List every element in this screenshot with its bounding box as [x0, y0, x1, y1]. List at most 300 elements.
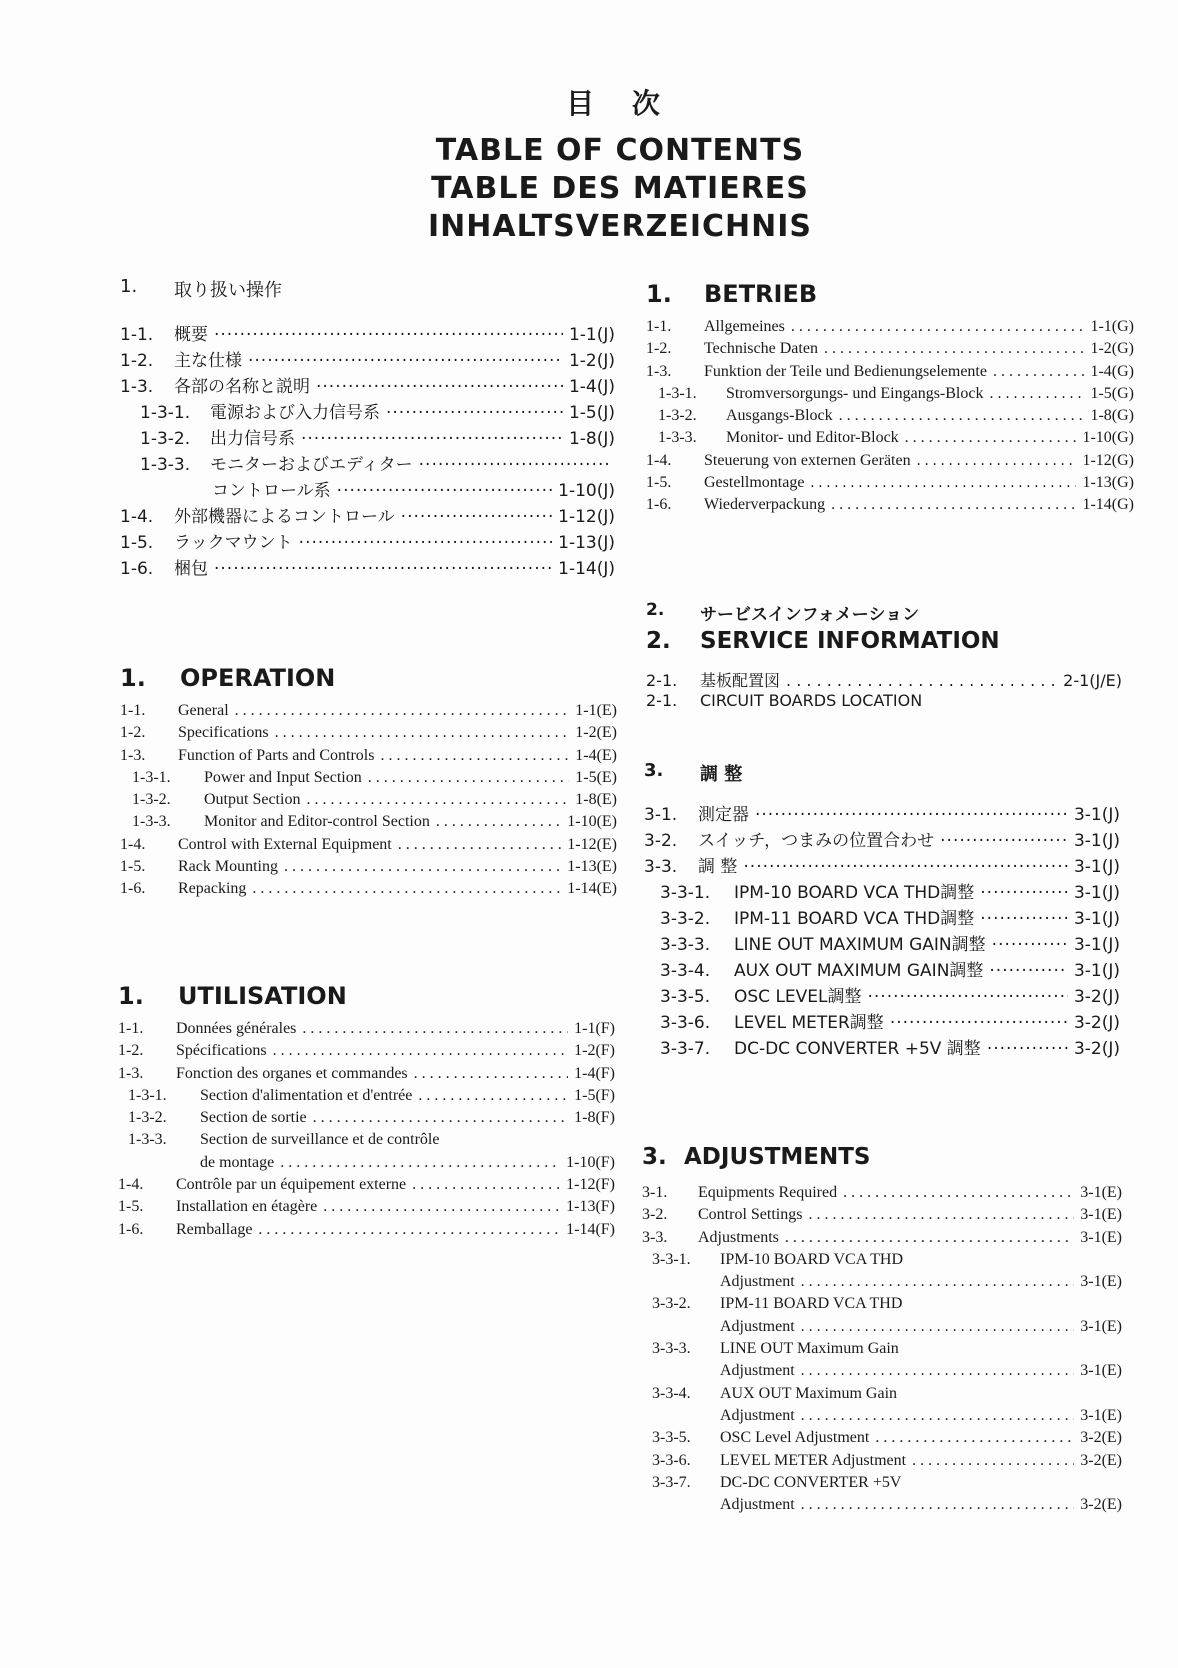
toc-entry[interactable]: [644, 904, 1120, 930]
toc-entry[interactable]: [644, 852, 1120, 878]
toc-section-jp-adjustments: [644, 760, 1120, 1060]
section-title: ADJUSTMENTS: [684, 1144, 871, 1170]
entry-title: Spécifications: [176, 1042, 267, 1060]
dot-leader: [214, 559, 552, 579]
dot-leader: [808, 1206, 1074, 1224]
toc-entry[interactable]: [120, 502, 615, 528]
toc-entry[interactable]: [644, 826, 1120, 852]
entry-title: 調 整: [698, 857, 738, 877]
entry-page: 3-2(E): [1080, 1429, 1122, 1447]
entry-page: 1-4(G): [1090, 362, 1134, 380]
toc-entry[interactable]: [118, 1154, 615, 1176]
toc-entry[interactable]: [118, 1221, 615, 1243]
entry-page: 3-1(E): [1080, 1206, 1122, 1224]
entry-page: 1-5(E): [575, 768, 617, 786]
entry-title: Funktion der Teile und Bedienungselemente: [704, 362, 987, 380]
entry-title: Ausgangs-Block: [726, 407, 833, 425]
entry-title: Monitor- und Editor-Block: [726, 429, 899, 447]
toc-entry[interactable]: [118, 1020, 615, 1042]
section-number: 2.: [646, 628, 671, 654]
entry-number: 3-3-2.: [660, 909, 711, 929]
toc-section-en-adjustments: [642, 1144, 1122, 1518]
entry-title: Adjustment: [720, 1406, 795, 1424]
dot-leader: [785, 1229, 1074, 1247]
toc-entry[interactable]: [118, 1109, 615, 1131]
toc-entry[interactable]: [118, 1042, 615, 1064]
entry-page: 3-1(E): [1080, 1228, 1122, 1246]
toc-entry[interactable]: [118, 1065, 615, 1087]
entry-title: Adjustment: [720, 1317, 795, 1335]
toc-entry[interactable]: [646, 452, 1134, 474]
entry-number: 1-3-1.: [128, 1086, 167, 1104]
toc-entry[interactable]: [642, 1206, 1122, 1228]
entry-number: 3-1.: [642, 1184, 668, 1201]
toc-entry[interactable]: [118, 1176, 615, 1198]
section-title: OPERATION: [180, 664, 336, 692]
entry-number: 1-3.: [120, 377, 154, 397]
entry-page: 1-2(E): [575, 724, 617, 742]
dot-leader: [337, 481, 552, 501]
entry-page: 3-1(J): [1073, 909, 1120, 929]
entry-page: 3-1(J): [1073, 883, 1120, 903]
section-title: 取り扱い操作: [174, 280, 282, 301]
entry-number: 1-4.: [120, 835, 146, 853]
entry-page: 3-1(J): [1073, 805, 1120, 825]
dot-leader: [801, 1362, 1075, 1380]
entry-title: LINE OUT MAXIMUM GAIN調整: [734, 935, 986, 955]
section-number-jp: 2.: [646, 600, 665, 620]
toc-section-en-operation: [120, 664, 617, 903]
entry-title: Adjustment: [720, 1362, 795, 1380]
entry-title: IPM-11 BOARD VCA THD: [720, 1295, 903, 1313]
dot-leader: [824, 340, 1085, 358]
toc-entry[interactable]: [120, 372, 615, 398]
dot-leader: [992, 935, 1068, 955]
entry-page: 3-1(E): [1080, 1317, 1122, 1335]
toc-entry[interactable]: [644, 1008, 1120, 1034]
dot-leader: [989, 385, 1084, 403]
entry-title: Equipments Required: [698, 1184, 838, 1201]
entry-number: 3-3-3.: [660, 935, 711, 955]
entry-number: 3-3-3.: [652, 1340, 691, 1358]
entry-title: Contrôle par un équipement externe: [176, 1176, 407, 1194]
section-number: 1.: [646, 280, 672, 308]
entry-page: 3-1(E): [1080, 1406, 1122, 1424]
entry-title: 概要: [174, 325, 208, 345]
entry-number: 3-3-4.: [660, 961, 711, 981]
section-title-jp: サービスインフォメーション: [700, 605, 920, 625]
entry-number: 3-3.: [644, 857, 678, 877]
entry-page: 1-1(G): [1090, 318, 1134, 335]
toc-entry[interactable]: [642, 1295, 1122, 1317]
toc-entry[interactable]: [120, 858, 617, 880]
entry-title: Adjustments: [698, 1228, 779, 1246]
entry-number: 1-3-3.: [140, 455, 191, 475]
entry-number: 1-3-1.: [132, 768, 171, 786]
entry-number: 3-3-7.: [660, 1039, 711, 1059]
entry-page: 1-5(J): [568, 403, 615, 423]
toc-entry[interactable]: [646, 318, 1134, 340]
entry-title: Remballage: [176, 1220, 253, 1238]
entry-page: 1-8(J): [568, 429, 615, 449]
toc-entry[interactable]: [642, 1496, 1122, 1518]
dot-leader: [755, 805, 1068, 825]
dot-leader: [843, 1184, 1074, 1202]
entry-page: 1-8(G): [1090, 407, 1134, 425]
dot-leader: [890, 1013, 1068, 1033]
section-title: UTILISATION: [178, 982, 347, 1010]
toc-section-de-betrieb: [646, 280, 1134, 519]
entry-number: 3-2.: [644, 831, 678, 851]
entry-number: 1-3-2.: [128, 1109, 167, 1127]
toc-entry[interactable]: [120, 398, 615, 424]
section-number: 1.: [118, 982, 144, 1010]
entry-title: Wiederverpackung: [704, 496, 826, 514]
toc-entry[interactable]: [118, 1087, 615, 1109]
entry-title: LEVEL METER調整: [734, 1013, 884, 1033]
title-de: INHALTSVERZEICHNIS: [427, 209, 813, 244]
entry-page: 1-14(E): [567, 880, 617, 898]
entry-title: OSC LEVEL調整: [734, 987, 862, 1007]
entry-page: 1-4(F): [574, 1064, 615, 1082]
dot-leader: [258, 1221, 560, 1239]
entry-title: 測定器: [698, 805, 749, 825]
entry-title: Power and Input Section: [204, 768, 362, 786]
toc-entry[interactable]: [642, 1429, 1122, 1451]
dot-leader: [786, 671, 1057, 690]
dot-leader: [989, 961, 1068, 981]
entry-page: 3-1(E): [1080, 1184, 1122, 1201]
entry-page: 1-13(E): [567, 858, 617, 876]
entry-number: 1-3-3.: [132, 813, 171, 831]
entry-title: LEVEL METER Adjustment: [720, 1451, 907, 1469]
section-number: 1.: [120, 664, 146, 692]
toc-entry[interactable]: [646, 385, 1134, 407]
entry-title: CIRCUIT BOARDS LOCATION: [700, 691, 923, 710]
entry-number: 1-5.: [646, 474, 672, 492]
toc-entry[interactable]: [646, 496, 1134, 518]
entry-number: 1-6.: [118, 1220, 144, 1238]
entry-number: 1-6.: [120, 559, 154, 579]
entry-page: 1-14(J): [558, 559, 615, 579]
entry-page: 1-5(F): [574, 1086, 615, 1104]
entry-page: 1-10(G): [1082, 429, 1134, 447]
toc-section-jp-operation: [120, 276, 615, 580]
entry-number: 1-2.: [646, 340, 672, 358]
entry-number: 1-6.: [646, 496, 672, 514]
dot-leader: [273, 1042, 568, 1060]
toc-entry[interactable]: [642, 1184, 1122, 1206]
entry-number: 1-3.: [646, 362, 672, 380]
entry-number: 1-6.: [120, 880, 146, 898]
entry-page: 1-10(E): [567, 813, 617, 831]
toc-entry[interactable]: [646, 340, 1134, 362]
entry-title: Adjustment: [720, 1496, 795, 1514]
entry-number: 1-5.: [118, 1198, 144, 1216]
dot-leader: [875, 1429, 1074, 1447]
dot-leader: [801, 1318, 1075, 1336]
entry-page: 1-12(J): [558, 507, 615, 527]
dot-leader: [302, 1020, 568, 1038]
entry-title: コントロール系: [212, 481, 331, 501]
dot-leader: [412, 1176, 560, 1194]
entry-number: 1-2.: [118, 1042, 144, 1060]
entry-title: IPM-11 BOARD VCA THD調整: [734, 909, 975, 929]
toc-entry[interactable]: [120, 747, 617, 769]
entry-number: 3-3-5.: [652, 1429, 691, 1447]
entry-number: 3-3-2.: [652, 1295, 691, 1313]
toc-entry[interactable]: [120, 320, 615, 346]
toc-entry[interactable]: [120, 791, 617, 813]
toc-entry[interactable]: [642, 1452, 1122, 1474]
toc-entry[interactable]: [120, 702, 617, 724]
dot-leader: [380, 747, 569, 765]
toc-entry[interactable]: [644, 930, 1120, 956]
toc-entry[interactable]: [646, 691, 1122, 710]
entry-number: 3-3-7.: [652, 1473, 691, 1491]
entry-number: 1-5.: [120, 858, 146, 876]
entry-page: 1-1(J): [568, 325, 615, 345]
toc-entry[interactable]: [646, 407, 1134, 429]
toc-entry[interactable]: [642, 1407, 1122, 1429]
toc-entry[interactable]: [642, 1340, 1122, 1362]
entry-page: 1-13(G): [1082, 474, 1134, 492]
entry-title: de montage: [200, 1153, 275, 1171]
entry-page: 1-2(J): [568, 351, 615, 371]
dot-leader: [301, 429, 563, 449]
entry-title: 各部の名称と説明: [174, 377, 310, 397]
entry-page: 1-12(E): [567, 835, 617, 853]
dot-leader: [398, 836, 561, 854]
toc-entry[interactable]: [120, 346, 615, 372]
entry-page: 1-1(E): [575, 702, 617, 719]
toc-entry[interactable]: [120, 769, 617, 791]
toc-entry[interactable]: [644, 1034, 1120, 1060]
entry-number: 1-3-3.: [128, 1131, 167, 1149]
entry-title: モニターおよびエディター: [210, 455, 413, 475]
dot-leader: [801, 1273, 1075, 1291]
entry-page: 3-1(J): [1073, 935, 1120, 955]
entry-page: 1-14(F): [566, 1220, 615, 1238]
dot-leader: [418, 1087, 568, 1105]
entry-number: 3-3-4.: [652, 1384, 691, 1402]
entry-page: 1-4(J): [568, 377, 615, 397]
entry-title: Control with External Equipment: [178, 835, 392, 853]
dot-leader: [905, 429, 1077, 447]
entry-page: 3-1(J): [1073, 831, 1120, 851]
entry-number: 3-2.: [642, 1206, 668, 1224]
dot-leader: [419, 455, 609, 475]
entry-number: 2-1.: [646, 671, 678, 690]
entry-page: 1-12(G): [1082, 451, 1134, 469]
toc-entry[interactable]: [646, 363, 1134, 385]
toc-entry[interactable]: [120, 724, 617, 746]
entry-title: Stromversorgungs- und Eingangs-Block: [726, 384, 984, 402]
entry-number: 2-1.: [646, 691, 678, 710]
entry-title: Section de sortie: [200, 1109, 307, 1127]
entry-page: 3-2(E): [1080, 1496, 1122, 1514]
dot-leader: [987, 1039, 1068, 1059]
entry-page: 3-2(J): [1073, 1013, 1120, 1033]
entry-number: 1-2.: [120, 351, 154, 371]
entry-number: 3-3-6.: [652, 1451, 691, 1469]
entry-page: 1-1(F): [574, 1020, 615, 1037]
entry-title: 主な仕様: [174, 351, 242, 371]
toc-entry[interactable]: [120, 476, 615, 502]
entry-number: 1-3-2.: [658, 407, 697, 425]
dot-leader: [414, 1065, 568, 1083]
entry-number: 1-1.: [646, 318, 672, 335]
entry-number: 3-3-6.: [660, 1013, 711, 1033]
toc-entry[interactable]: [642, 1318, 1122, 1340]
entry-title: Installation en étagère: [176, 1198, 318, 1216]
dot-leader: [235, 702, 570, 720]
entry-page: 3-1(J): [1073, 857, 1120, 877]
toc-entry[interactable]: [642, 1273, 1122, 1295]
dot-leader: [912, 1452, 1074, 1470]
entry-title: Control Settings: [698, 1206, 803, 1224]
entry-page: 1-10(F): [566, 1153, 615, 1171]
toc-entry[interactable]: [644, 982, 1120, 1008]
entry-title: Output Section: [204, 791, 301, 809]
dot-leader: [801, 1407, 1075, 1425]
dot-leader: [868, 987, 1068, 1007]
dot-leader: [980, 883, 1068, 903]
entry-number: 3-3-1.: [660, 883, 711, 903]
dot-leader: [368, 769, 569, 787]
dot-leader: [316, 377, 563, 397]
entry-number: 1-3-2.: [140, 429, 191, 449]
entry-page: 1-4(E): [575, 746, 617, 764]
entry-number: 1-3-1.: [658, 384, 697, 402]
entry-number: 1-1.: [120, 325, 154, 345]
dot-leader: [801, 1496, 1075, 1514]
entry-page: 3-2(E): [1080, 1451, 1122, 1469]
toc-entry[interactable]: [644, 956, 1120, 982]
dot-leader: [306, 791, 569, 809]
entry-page: 1-8(F): [574, 1109, 615, 1127]
entry-title: Allgemeines: [704, 318, 785, 335]
title-jp: 目 次: [566, 87, 674, 120]
entry-title: Steuerung von externen Geräten: [704, 451, 911, 469]
toc-entry[interactable]: [642, 1229, 1122, 1251]
entry-number: 3-3-1.: [652, 1250, 691, 1268]
dot-leader: [993, 363, 1084, 381]
toc-entry[interactable]: [120, 450, 615, 476]
entry-title: Repacking: [178, 880, 247, 898]
dot-leader: [980, 909, 1068, 929]
entry-number: 3-1.: [644, 805, 678, 825]
entry-title: AUX OUT MAXIMUM GAIN調整: [734, 961, 984, 981]
dot-leader: [839, 407, 1085, 425]
entry-title: ラックマウント: [174, 533, 293, 553]
toc-entry[interactable]: [646, 668, 1122, 691]
dot-leader: [214, 325, 563, 345]
entry-title: Adjustment: [720, 1273, 795, 1291]
toc-entry[interactable]: [642, 1362, 1122, 1384]
dot-leader: [386, 403, 563, 423]
entry-title: AUX OUT Maximum Gain: [720, 1384, 898, 1402]
dot-leader: [436, 813, 561, 831]
toc-entry[interactable]: [120, 424, 615, 450]
entry-number: 1-4.: [120, 507, 154, 527]
toc-entry[interactable]: [120, 528, 615, 554]
entry-page: 1-10(J): [558, 481, 615, 501]
toc-section-service-information: [646, 600, 1122, 710]
dot-leader: [917, 452, 1077, 470]
section-title: BETRIEB: [704, 280, 818, 308]
dot-leader: [284, 858, 561, 876]
toc-entry[interactable]: [120, 836, 617, 858]
section-title: SERVICE INFORMATION: [700, 628, 1000, 654]
entry-number: 3-3.: [642, 1228, 668, 1246]
toc-entry[interactable]: [118, 1131, 615, 1153]
dot-leader: [323, 1198, 560, 1216]
dot-leader: [791, 318, 1085, 336]
title-fr: TABLE DES MATIERES: [431, 171, 809, 206]
entry-title: LINE OUT Maximum Gain: [720, 1340, 899, 1358]
toc-entry[interactable]: [646, 429, 1134, 451]
toc-entry[interactable]: [118, 1198, 615, 1220]
entry-title: スイッチ，つまみの位置合わせ: [698, 831, 935, 851]
entry-number: 1-3-3.: [658, 429, 697, 447]
toc-entry[interactable]: [642, 1474, 1122, 1496]
toc-title: [0, 82, 1178, 246]
title-en: TABLE OF CONTENTS: [435, 133, 805, 168]
dot-leader: [275, 724, 570, 742]
entry-title: Function of Parts and Controls: [178, 746, 375, 764]
entry-title: IPM-10 BOARD VCA THD: [720, 1250, 903, 1268]
toc-entry[interactable]: [642, 1251, 1122, 1273]
toc-section-fr-utilisation: [118, 982, 615, 1243]
section-number: 1.: [120, 276, 138, 297]
entry-title: Section de surveillance et de contrôle: [200, 1131, 440, 1149]
toc-entry[interactable]: [646, 474, 1134, 496]
entry-title: Technische Daten: [704, 340, 818, 358]
toc-entry[interactable]: [642, 1385, 1122, 1407]
entry-page: 1-14(G): [1082, 496, 1134, 514]
entry-page: 1-8(E): [575, 791, 617, 809]
entry-page: 3-2(J): [1073, 1039, 1120, 1059]
dot-leader: [831, 496, 1076, 514]
toc-entry[interactable]: [120, 880, 617, 902]
dot-leader: [743, 857, 1068, 877]
section-number: 3.: [642, 1144, 667, 1170]
toc-entry[interactable]: [644, 800, 1120, 826]
entry-number: 1-3.: [120, 746, 146, 764]
entry-title: OSC Level Adjustment: [720, 1429, 870, 1447]
entry-page: 3-2(J): [1073, 987, 1120, 1007]
entry-page: 3-1(E): [1080, 1362, 1122, 1380]
entry-title: Fonction des organes et commandes: [176, 1064, 408, 1082]
entry-page: 1-13(J): [558, 533, 615, 553]
entry-title: DC-DC CONVERTER +5V: [720, 1473, 902, 1491]
section-title: 調 整: [700, 764, 743, 785]
entry-title: Rack Mounting: [178, 858, 278, 876]
entry-page: 1-13(F): [566, 1198, 615, 1216]
entry-number: 1-1.: [118, 1020, 144, 1037]
entry-number: 1-4.: [646, 451, 672, 469]
entry-page: 1-5(G): [1090, 384, 1134, 402]
entry-title: 梱包: [174, 559, 208, 579]
entry-title: Monitor and Editor-control Section: [204, 813, 430, 831]
entry-title: 電源および入力信号系: [210, 403, 380, 423]
toc-entry[interactable]: [120, 813, 617, 835]
toc-entry[interactable]: [644, 878, 1120, 904]
toc-entry[interactable]: [120, 554, 615, 580]
entry-number: 1-2.: [120, 724, 146, 742]
entry-number: 1-4.: [118, 1176, 144, 1194]
